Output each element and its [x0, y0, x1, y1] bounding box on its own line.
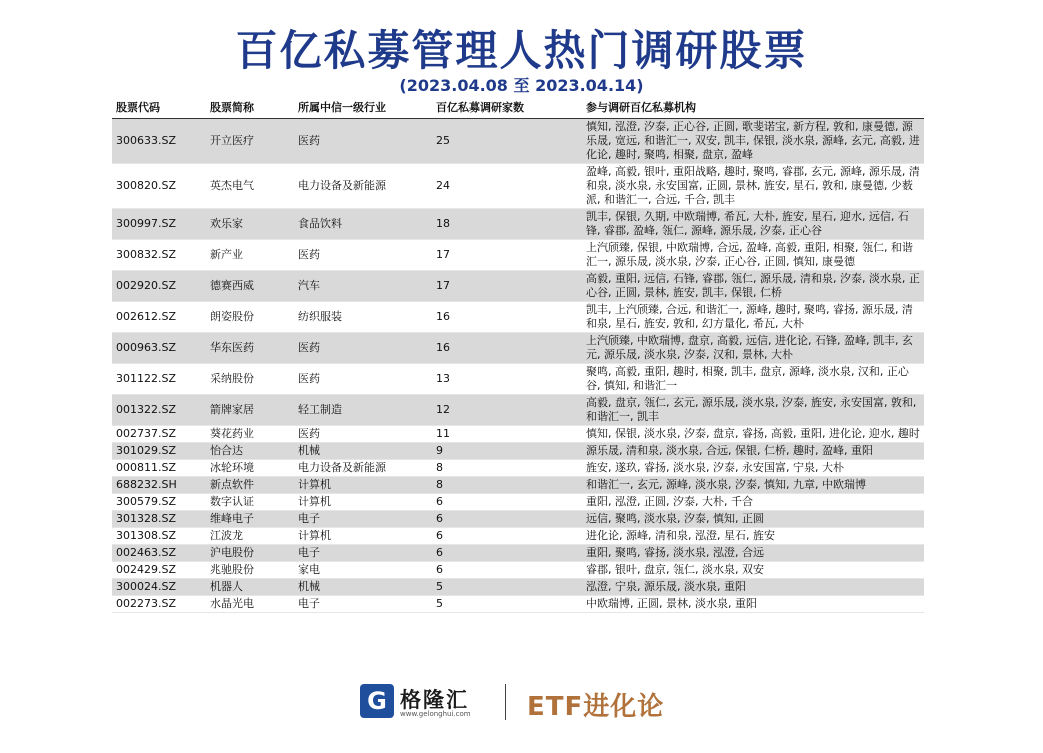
cell-industry: 机械 — [294, 579, 432, 596]
table-row — [112, 528, 924, 545]
cell-code: 300024.SZ — [112, 579, 206, 596]
cell-institutions: 凯丰, 保银, 久期, 中欧瑞博, 希瓦, 大朴, 旌安, 星石, 迎水, 远信, 石锋, 睿郡, 盈峰, 瓴仁, 源峰, 源乐晟, 汐泰, 正心谷 — [582, 209, 924, 240]
cell-industry: 家电 — [294, 562, 432, 579]
cell-name: 怡合达 — [206, 443, 294, 460]
cell-code: 002920.SZ — [112, 271, 206, 302]
cell-count: 18 — [432, 209, 582, 240]
table-row — [112, 209, 924, 240]
cell-code: 002463.SZ — [112, 545, 206, 562]
cell-industry: 计算机 — [294, 477, 432, 494]
table-row — [112, 562, 924, 579]
cell-institutions: 源乐晟, 清和泉, 淡水泉, 合远, 保银, 仁桥, 趣时, 盈峰, 重阳 — [582, 443, 924, 460]
column-header-industry: 所属中信一级行业 — [294, 98, 432, 119]
cell-industry: 电子 — [294, 545, 432, 562]
cell-name: 采纳股份 — [206, 364, 294, 395]
cell-industry: 纺织服装 — [294, 302, 432, 333]
cell-institutions: 泓澄, 宁泉, 源乐晟, 淡水泉, 重阳 — [582, 579, 924, 596]
table-row — [112, 443, 924, 460]
cell-name: 朗姿股份 — [206, 302, 294, 333]
cell-institutions: 重阳, 聚鸣, 睿扬, 淡水泉, 泓澄, 合远 — [582, 545, 924, 562]
cell-industry: 电力设备及新能源 — [294, 164, 432, 209]
page-title: 百亿私募管理人热门调研股票 — [235, 26, 808, 75]
table-row — [112, 477, 924, 494]
cell-count: 6 — [432, 562, 582, 579]
cell-institutions: 上汽颀臻, 中欧瑞博, 盘京, 高毅, 远信, 进化论, 石锋, 盈峰, 凯丰, 玄元, 源乐晟, 淡水泉, 汐泰, 汉和, 景林, 大朴 — [582, 333, 924, 364]
cell-name: 兆驰股份 — [206, 562, 294, 579]
cell-code: 001322.SZ — [112, 395, 206, 426]
cell-count: 6 — [432, 528, 582, 545]
cell-name: 箭牌家居 — [206, 395, 294, 426]
table-row — [112, 596, 924, 613]
cell-institutions: 进化论, 源峰, 清和泉, 泓澄, 星石, 旌安 — [582, 528, 924, 545]
cell-institutions: 和谐汇一, 玄元, 源峰, 淡水泉, 汐泰, 慎知, 九章, 中欧瑞博 — [582, 477, 924, 494]
table-header-row — [112, 98, 924, 119]
table-row — [112, 460, 924, 477]
column-header-name: 股票简称 — [206, 98, 294, 119]
cell-code: 002612.SZ — [112, 302, 206, 333]
cell-name: 欢乐家 — [206, 209, 294, 240]
cell-industry: 电子 — [294, 596, 432, 613]
cell-institutions: 高毅, 盘京, 瓴仁, 玄元, 源乐晟, 淡水泉, 汐泰, 旌安, 永安国富, 敦和, 和谐汇一, 凯丰 — [582, 395, 924, 426]
cell-industry: 医药 — [294, 333, 432, 364]
table-row — [112, 511, 924, 528]
cell-institutions: 盈峰, 高毅, 银叶, 重阳战略, 趣时, 聚鸣, 睿郡, 玄元, 源峰, 源乐晟, 清和泉, 淡水泉, 永安国富, 正圆, 景林, 旌安, 星石, 敦和, 康曼德, 少薮派, 和谐汇一, 合远, 千合, 凯丰 — [582, 164, 924, 209]
cell-industry: 汽车 — [294, 271, 432, 302]
cell-count: 11 — [432, 426, 582, 443]
cell-name: 葵花药业 — [206, 426, 294, 443]
cell-institutions: 上汽颀臻, 保银, 中欧瑞博, 合远, 盈峰, 高毅, 重阳, 相聚, 瓴仁, 和谐汇一, 源乐晟, 淡水泉, 汐泰, 正心谷, 正圆, 慎知, 康曼德 — [582, 240, 924, 271]
cell-count: 5 — [432, 579, 582, 596]
cell-industry: 计算机 — [294, 528, 432, 545]
cell-name: 新产业 — [206, 240, 294, 271]
cell-code: 300579.SZ — [112, 494, 206, 511]
cell-code: 300832.SZ — [112, 240, 206, 271]
research-table — [112, 98, 924, 613]
cell-institutions: 旌安, 遂玖, 睿扬, 淡水泉, 汐泰, 永安国富, 宁泉, 大朴 — [582, 460, 924, 477]
cell-institutions: 睿郡, 银叶, 盘京, 瓴仁, 淡水泉, 双安 — [582, 562, 924, 579]
cell-name: 德赛西威 — [206, 271, 294, 302]
cell-institutions: 高毅, 重阳, 远信, 石锋, 睿郡, 瓴仁, 源乐晟, 清和泉, 汐泰, 淡水泉, 正心谷, 正圆, 景林, 旌安, 凯丰, 保银, 仁桥 — [582, 271, 924, 302]
cell-institutions: 慎知, 保银, 淡水泉, 汐泰, 盘京, 睿扬, 高毅, 重阳, 进化论, 迎水, 趣时 — [582, 426, 924, 443]
cell-industry: 轻工制造 — [294, 395, 432, 426]
table-row — [112, 426, 924, 443]
cell-industry: 计算机 — [294, 494, 432, 511]
cell-count: 16 — [432, 333, 582, 364]
cell-code: 002429.SZ — [112, 562, 206, 579]
table-row — [112, 119, 924, 164]
cell-code: 301122.SZ — [112, 364, 206, 395]
cell-name: 冰轮环境 — [206, 460, 294, 477]
table-row — [112, 240, 924, 271]
cell-industry: 医药 — [294, 364, 432, 395]
cell-code: 000963.SZ — [112, 333, 206, 364]
cell-name: 数字认证 — [206, 494, 294, 511]
cell-institutions: 慎知, 泓澄, 汐泰, 正心谷, 正圆, 歌斐诺宝, 新方程, 敦和, 康曼德, 源乐晟, 宽远, 和谐汇一, 双安, 凯丰, 保银, 淡水泉, 源峰, 玄元, 高毅, 进化论, 趣时, 聚鸣, 相聚, 盘京, 盈峰 — [582, 119, 924, 164]
cell-count: 6 — [432, 494, 582, 511]
cell-name: 开立医疗 — [206, 119, 294, 164]
cell-code: 300820.SZ — [112, 164, 206, 209]
cell-count: 6 — [432, 545, 582, 562]
cell-industry: 医药 — [294, 119, 432, 164]
date-range: (2023.04.08 至 2023.04.14) — [399, 76, 644, 95]
brand-name: 格隆汇 — [400, 688, 469, 712]
cell-count: 6 — [432, 511, 582, 528]
cell-name: 机器人 — [206, 579, 294, 596]
table-row — [112, 333, 924, 364]
table-row — [112, 494, 924, 511]
cell-name: 华东医药 — [206, 333, 294, 364]
cell-industry: 电子 — [294, 511, 432, 528]
cell-name: 沪电股份 — [206, 545, 294, 562]
cell-name: 江波龙 — [206, 528, 294, 545]
cell-institutions: 重阳, 泓澄, 正圆, 汐泰, 大朴, 千合 — [582, 494, 924, 511]
cell-code: 000811.SZ — [112, 460, 206, 477]
cell-institutions: 中欧瑞博, 正圆, 景林, 淡水泉, 重阳 — [582, 596, 924, 613]
cell-industry: 电力设备及新能源 — [294, 460, 432, 477]
cell-code: 301328.SZ — [112, 511, 206, 528]
cell-count: 8 — [432, 460, 582, 477]
table-row — [112, 395, 924, 426]
table-row — [112, 302, 924, 333]
cell-count: 12 — [432, 395, 582, 426]
cell-name: 维峰电子 — [206, 511, 294, 528]
cell-code: 301308.SZ — [112, 528, 206, 545]
cell-count: 16 — [432, 302, 582, 333]
gelonghui-logo-icon: G — [360, 684, 394, 718]
table-row — [112, 271, 924, 302]
cell-industry: 食品饮料 — [294, 209, 432, 240]
cell-count: 9 — [432, 443, 582, 460]
cell-count: 8 — [432, 477, 582, 494]
table-row — [112, 364, 924, 395]
table-row — [112, 164, 924, 209]
cell-count: 25 — [432, 119, 582, 164]
cell-count: 17 — [432, 271, 582, 302]
column-header-institutions: 参与调研百亿私募机构 — [582, 98, 924, 119]
brand-url: www.gelonghui.com — [400, 710, 471, 718]
cell-name: 新点软件 — [206, 477, 294, 494]
cell-institutions: 凯丰, 上汽颀臻, 合远, 和谐汇一, 源峰, 趣时, 聚鸣, 睿扬, 源乐晟, 清和泉, 星石, 旌安, 敦和, 幻方量化, 希瓦, 大朴 — [582, 302, 924, 333]
cell-institutions: 聚鸣, 高毅, 重阳, 趣时, 相聚, 凯丰, 盘京, 源峰, 淡水泉, 汉和, 正心谷, 慎知, 和谐汇一 — [582, 364, 924, 395]
cell-code: 002273.SZ — [112, 596, 206, 613]
etf-brand: ETF进化论 — [527, 692, 665, 722]
cell-name: 英杰电气 — [206, 164, 294, 209]
table-row — [112, 545, 924, 562]
cell-code: 688232.SH — [112, 477, 206, 494]
cell-name: 水晶光电 — [206, 596, 294, 613]
cell-count: 13 — [432, 364, 582, 395]
cell-count: 5 — [432, 596, 582, 613]
cell-institutions: 远信, 聚鸣, 淡水泉, 汐泰, 慎知, 正圆 — [582, 511, 924, 528]
cell-industry: 机械 — [294, 443, 432, 460]
cell-code: 300997.SZ — [112, 209, 206, 240]
cell-industry: 医药 — [294, 426, 432, 443]
cell-count: 24 — [432, 164, 582, 209]
cell-industry: 医药 — [294, 240, 432, 271]
table-row — [112, 579, 924, 596]
footer-divider — [505, 684, 506, 720]
column-header-code: 股票代码 — [112, 98, 206, 119]
cell-code: 301029.SZ — [112, 443, 206, 460]
cell-count: 17 — [432, 240, 582, 271]
cell-code: 002737.SZ — [112, 426, 206, 443]
cell-code: 300633.SZ — [112, 119, 206, 164]
footer — [0, 678, 1043, 728]
column-header-count: 百亿私募调研家数 — [432, 98, 582, 119]
